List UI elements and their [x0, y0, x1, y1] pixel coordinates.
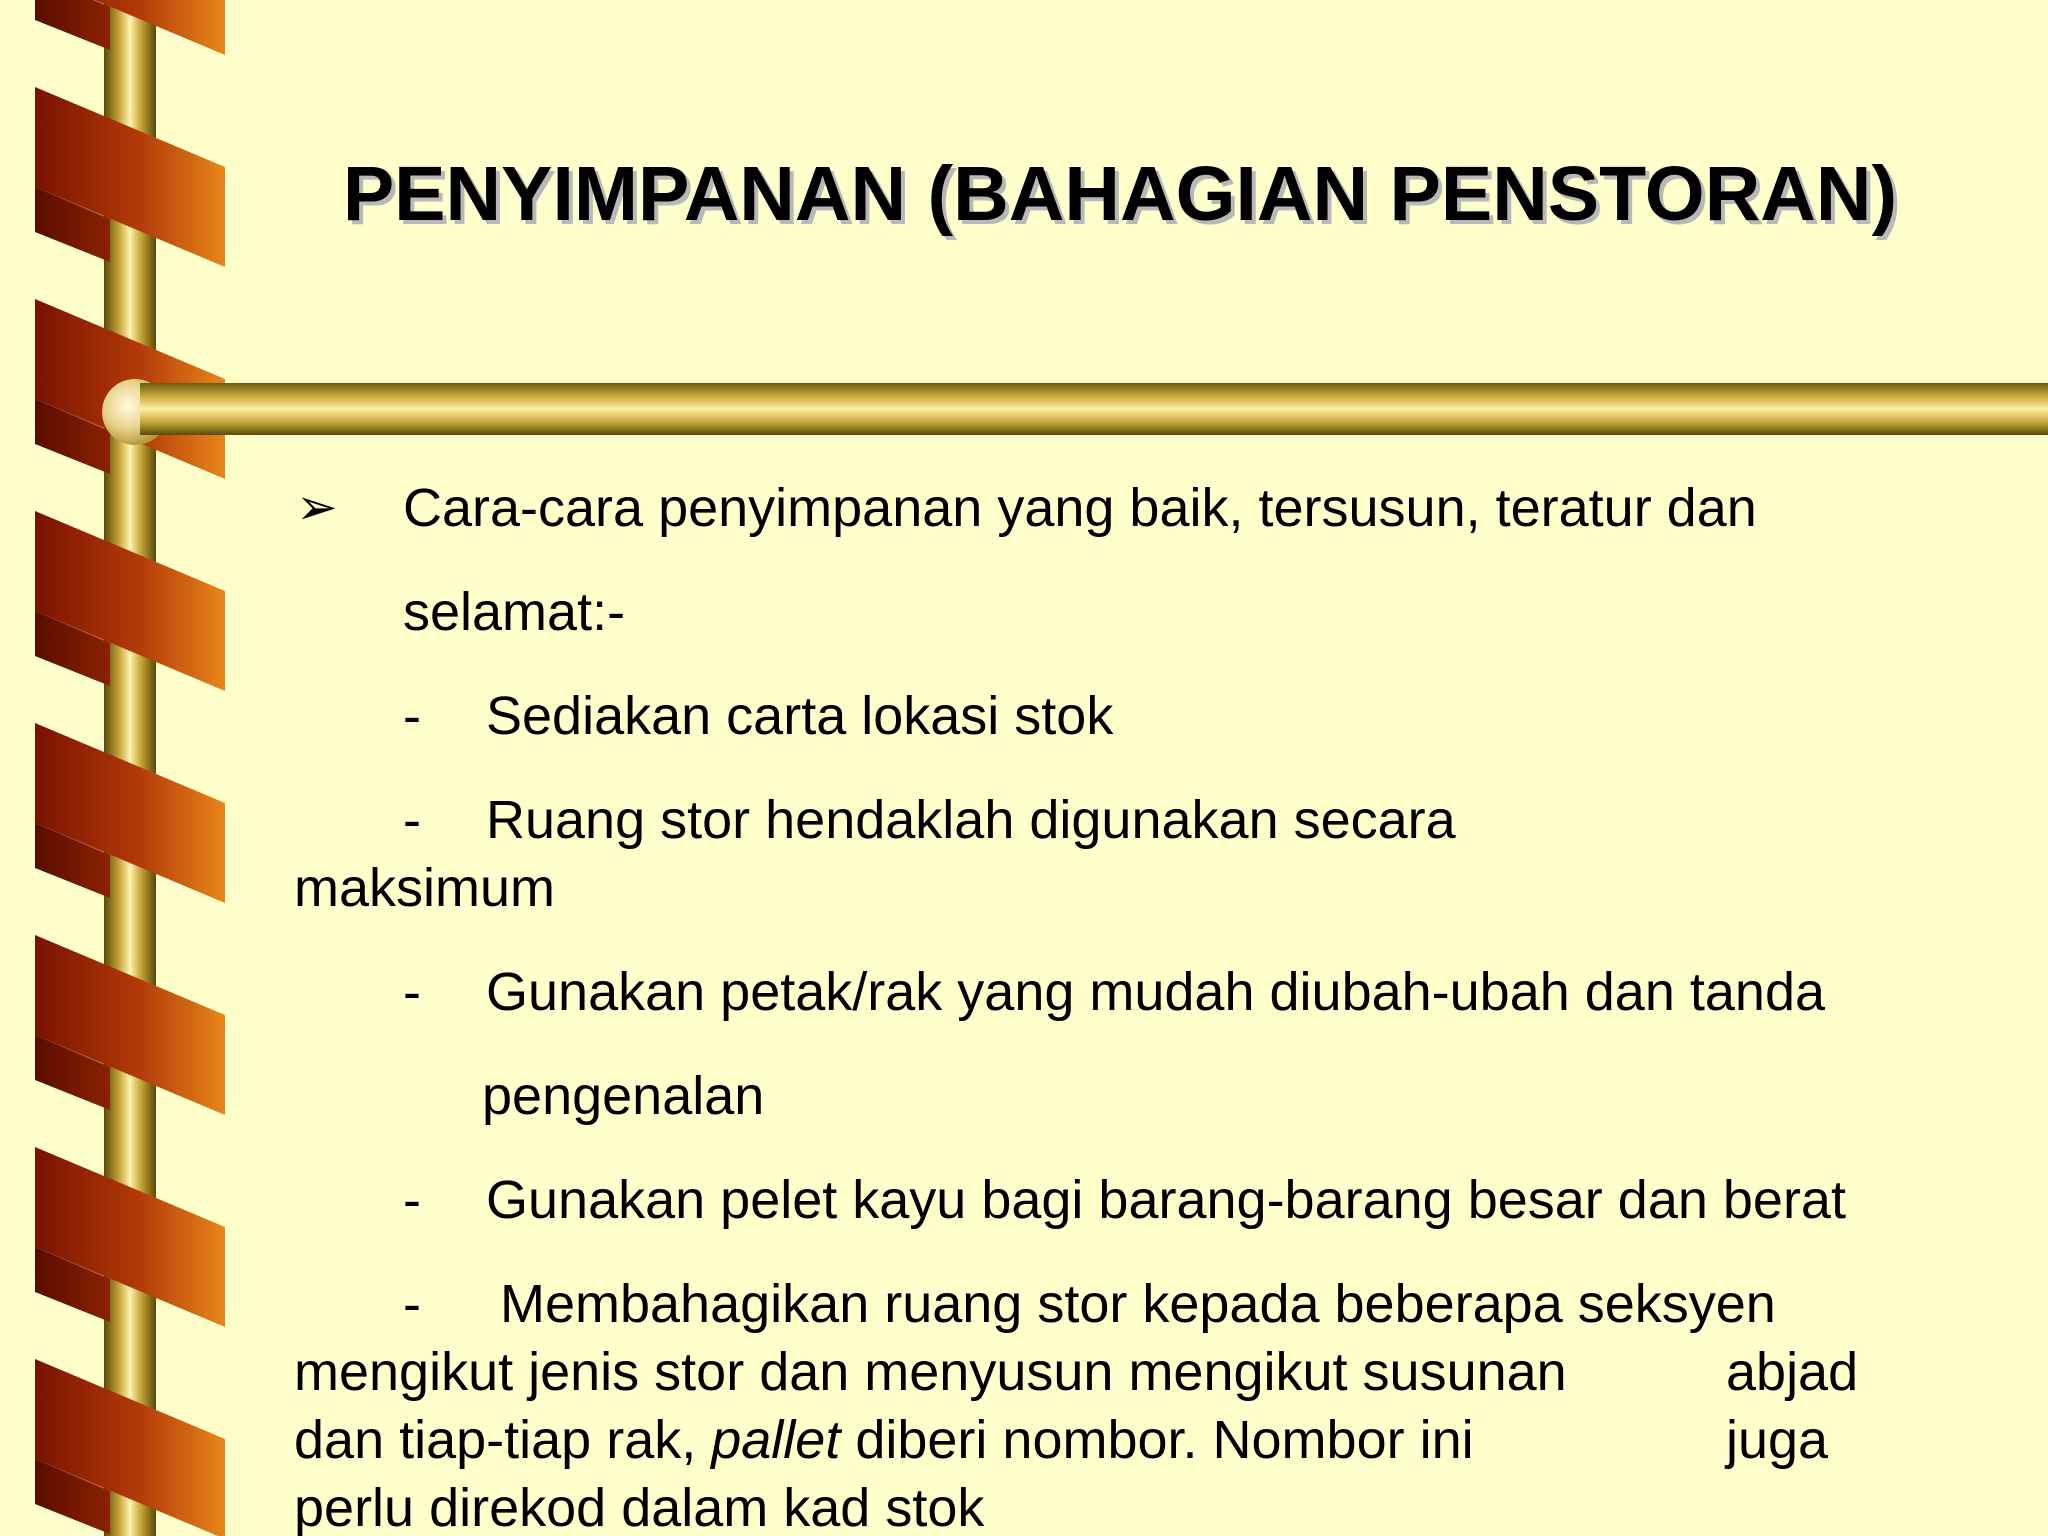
item-5-line-3-end: juga — [1726, 1410, 1829, 1470]
italic-term: pallet — [711, 1410, 841, 1470]
item-2-line-1: Ruang stor hendaklah digunakan secara — [486, 790, 1456, 850]
text-segment: dan tiap-tiap rak, — [294, 1410, 712, 1470]
item-5-line-1: Membahagikan ruang stor kepada beberapa seksyen — [500, 1274, 1776, 1334]
item-4: Gunakan pelet kayu bagi barang-barang besar dan berat — [486, 1170, 1846, 1230]
dash-marker: - — [403, 962, 421, 1022]
dash-marker: - — [403, 1274, 421, 1334]
slide-title: PENYIMPANAN (BAHAGIAN PENSTORAN) — [342, 151, 1898, 237]
item-5-line-3 — [294, 1408, 1474, 1472]
bullet-arrow-icon: ➢ — [296, 479, 338, 535]
item-5-line-2: mengikut jenis stor dan menyusun mengikut susunan — [294, 1342, 1567, 1402]
intro-line-1: Cara-cara penyimpanan yang baik, tersusun, teratur dan — [403, 478, 1757, 538]
dash-marker: - — [403, 1170, 421, 1230]
item-1: Sediakan carta lokasi stok — [486, 686, 1114, 746]
text-segment: diberi nombor. Nombor ini — [840, 1410, 1474, 1470]
dash-marker: - — [403, 686, 421, 746]
item-5-line-4: perlu direkod dalam kad stok — [294, 1478, 985, 1536]
dash-marker: - — [403, 790, 421, 850]
item-3-line-2: pengenalan — [482, 1066, 765, 1126]
item-2-line-2: maksimum — [294, 858, 556, 918]
horizontal-rod — [140, 383, 2048, 435]
intro-line-2: selamat:- — [403, 582, 626, 642]
item-3-line-1: Gunakan petak/rak yang mudah diubah-ubah dan tanda — [486, 962, 1826, 1022]
item-5-line-2-end: abjad — [1726, 1342, 1859, 1402]
